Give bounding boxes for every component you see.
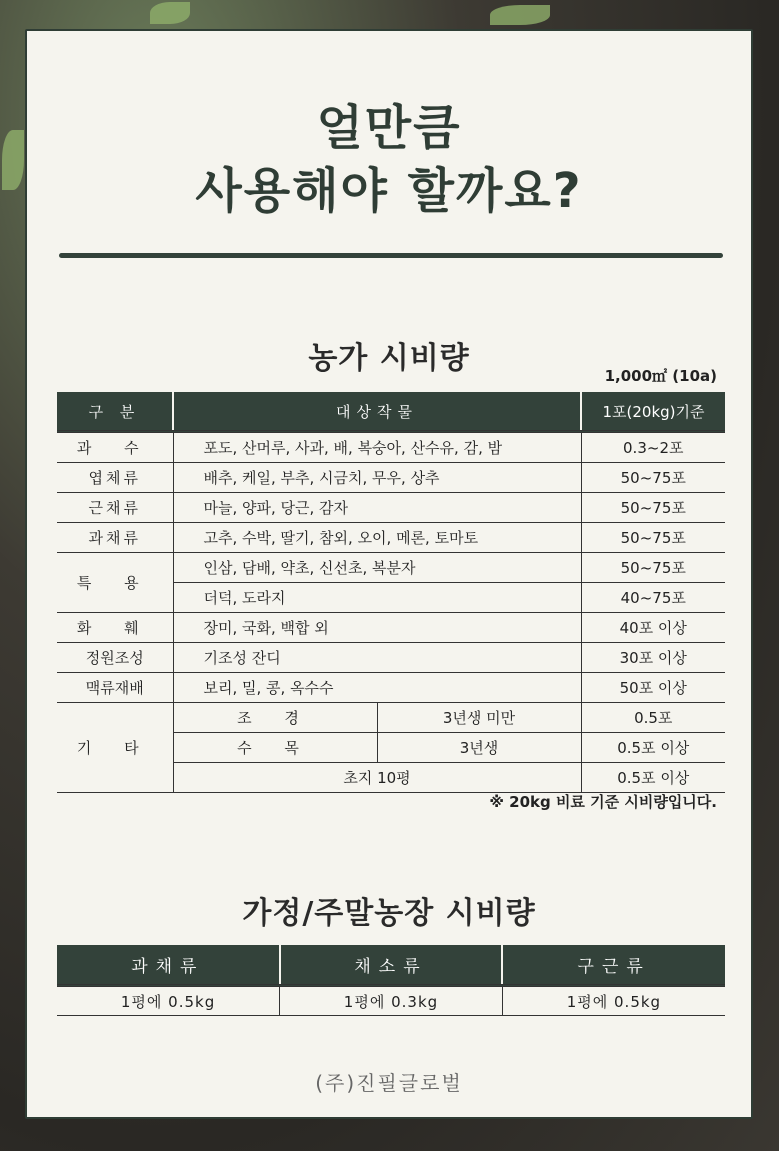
amount-cell: 50~75포: [581, 463, 725, 493]
age-cell: 3년생: [377, 733, 581, 763]
amount-cell: 50~75포: [581, 493, 725, 523]
category-cell: 특 용: [57, 553, 173, 613]
table-row: [57, 432, 725, 463]
header-fruit-veg: 과채류: [57, 945, 280, 986]
info-card: [25, 29, 753, 1119]
crops-cell: 기조성 잔디: [173, 643, 581, 673]
amount-cell: 50~75포: [581, 523, 725, 553]
category-cell: 화 훼: [57, 613, 173, 643]
crops-cell: 더덕, 도라지: [173, 583, 581, 613]
age-cell: 3년생 미만: [377, 703, 581, 733]
category-cell: 과채류: [57, 523, 173, 553]
amount-cell: 1평에 0.5kg: [57, 986, 280, 1016]
amount-cell: 40~75포: [581, 583, 725, 613]
sub-category-cell: 조 경: [173, 703, 377, 733]
table-row: [57, 613, 725, 643]
divider: [59, 253, 723, 258]
table-row: [57, 643, 725, 673]
table-row: [57, 553, 725, 583]
crops-cell: 포도, 산머루, 사과, 배, 복숭아, 산수유, 감, 밤: [173, 432, 581, 463]
home-heading: 가정/주말농장 시비량: [242, 896, 536, 931]
table-row: [57, 523, 725, 553]
crops-cell: 마늘, 양파, 당근, 감자: [173, 493, 581, 523]
home-table: [57, 945, 725, 1016]
amount-cell: 0.5포 이상: [581, 733, 725, 763]
farm-heading: 농가 시비량: [308, 341, 470, 376]
header-crops: 대상작물: [173, 392, 581, 432]
leaf-decoration: [150, 2, 190, 24]
crops-cell: 고추, 수박, 딸기, 참외, 오이, 메론, 토마토: [173, 523, 581, 553]
sub-category-cell: 초지 10평: [173, 763, 581, 793]
amount-cell: 1평에 0.3kg: [280, 986, 503, 1016]
category-cell: 정원조성: [57, 643, 173, 673]
table-row: [57, 463, 725, 493]
amount-cell: 50~75포: [581, 553, 725, 583]
leaf-decoration: [2, 130, 24, 190]
table-row: [57, 986, 725, 1016]
amount-cell: 0.5포 이상: [581, 763, 725, 793]
page-title-line2: 사용해야 할까요?: [195, 163, 583, 219]
crops-cell: 보리, 밀, 콩, 옥수수: [173, 673, 581, 703]
leaf-decoration: [490, 5, 550, 25]
header-category: 구 분: [57, 392, 173, 432]
header-root-crops: 구근류: [502, 945, 725, 986]
header-vegetables: 채소류: [280, 945, 503, 986]
amount-cell: 40포 이상: [581, 613, 725, 643]
category-cell: 과 수: [57, 432, 173, 463]
company-name: (주)진필글로벌: [315, 1071, 463, 1095]
header-amount: 1포(20kg)기준: [581, 392, 725, 432]
category-cell: 기 타: [57, 703, 173, 793]
amount-cell: 0.5포: [581, 703, 725, 733]
table-row: [57, 493, 725, 523]
amount-cell: 0.3~2포: [581, 432, 725, 463]
sub-category-cell: 수 목: [173, 733, 377, 763]
crops-cell: 배추, 케일, 부추, 시금치, 무우, 상추: [173, 463, 581, 493]
category-cell: 근채류: [57, 493, 173, 523]
table-row: [57, 673, 725, 703]
crops-cell: 인삼, 담배, 약초, 신선초, 복분자: [173, 553, 581, 583]
amount-cell: 50포 이상: [581, 673, 725, 703]
crops-cell: 장미, 국화, 백합 외: [173, 613, 581, 643]
table-row: [57, 703, 725, 733]
farm-table: [57, 392, 725, 793]
page-title-line1: 얼만큼: [316, 100, 462, 156]
category-cell: 맥류재배: [57, 673, 173, 703]
amount-cell: 1평에 0.5kg: [502, 986, 725, 1016]
amount-cell: 30포 이상: [581, 643, 725, 673]
category-cell: 엽체류: [57, 463, 173, 493]
area-unit: 1,000㎡ (10a): [604, 367, 717, 385]
fertilizer-note: ※ 20kg 비료 기준 시비량입니다.: [489, 793, 717, 811]
